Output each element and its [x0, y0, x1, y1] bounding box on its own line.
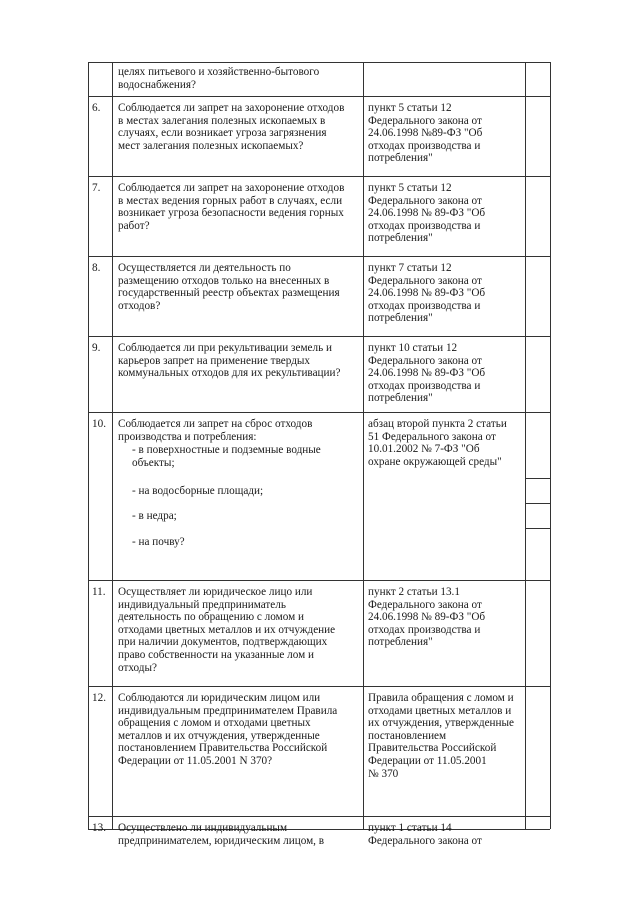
question-text: Осуществляет ли юридическое лицо или индивидуальный предприниматель деятельность по обращению с ломом и отходами цветных металлов и их отчуждение при наличии документов, подтверждающих право собственности на указанные лом и отходы?	[118, 586, 336, 674]
question-text: Соблюдается ли запрет на захоронение отходов в местах ведения горных работ в случаях, если возникает угроза безопасности ведения горных работ?	[118, 182, 345, 232]
legal-basis-text: пункт 5 статьи 12 Федерального закона от 24.06.1998 № 89-ФЗ "Об отходах производства и потребления"	[368, 182, 486, 245]
subrow-divider	[525, 503, 550, 504]
row-divider	[88, 176, 550, 177]
legal-basis-text: пункт 5 статьи 12 Федерального закона от 24.06.1998 №89-ФЗ "Об отходах производства и потребления"	[368, 102, 483, 165]
row-divider	[88, 412, 550, 413]
legal-basis-text: пункт 1 статьи 14 Федерального закона от	[368, 822, 482, 847]
row-number: 11.	[92, 586, 106, 598]
row-divider	[88, 686, 550, 687]
question-text: Соблюдается ли запрет на захоронение отходов в местах залегания полезных ископаемых в случаях, если возникает угроза загрязнения мест залегания полезных ископаемых?	[118, 102, 345, 152]
subrow-divider	[525, 528, 550, 529]
question-text: Соблюдаются ли юридическим лицом или индивидуальным предпринимателем Правила обращения с ломом и отходами цветных металлов и их отчуждения, утвержденные постановлением Правительства Российской Федерации от 11.05.2001 N 370?	[118, 692, 338, 767]
question-text: целях питьевого и хозяйственно-бытового водоснабжения?	[118, 66, 320, 91]
legal-basis-text: Правила обращения с ломом и отходами цветных металлов и их отчуждения, утвержденные постановлением Правительства Российской Федерации от 11.05.2001 № 370	[368, 692, 514, 780]
legal-basis-text: пункт 7 статьи 12 Федерального закона от 24.06.1998 № 89-ФЗ "Об отходах производства и потребления"	[368, 262, 486, 325]
column-divider	[525, 62, 526, 829]
question-text: Осуществляется ли деятельность по размещению отходов только на внесенных в государственный реестр объектах размещения отходов?	[118, 262, 340, 312]
row-divider	[88, 816, 550, 817]
row-divider	[88, 256, 550, 257]
table-left-border	[88, 62, 89, 829]
table-top-border	[88, 62, 550, 63]
question-text: Осуществлено ли индивидуальным предпринимателем, юридическим лицом, в	[118, 822, 325, 847]
row-number: 9.	[92, 342, 101, 354]
row-number: 7.	[92, 182, 101, 194]
row-number: 6.	[92, 102, 101, 114]
row-number: 13.	[92, 822, 106, 834]
column-divider	[363, 62, 364, 829]
row-number: 8.	[92, 262, 101, 274]
column-divider	[112, 62, 113, 829]
row-divider	[88, 580, 550, 581]
question-subitem: - в поверхностные и подземные водные объекты;	[132, 444, 321, 469]
question-subitem: - на почву?	[132, 536, 185, 548]
question-text: Соблюдается ли запрет на сброс отходов производства и потребления:	[118, 418, 313, 443]
row-divider	[88, 336, 550, 337]
question-subitem: - на водосборные площади;	[132, 485, 264, 497]
table-right-border	[550, 62, 551, 829]
row-divider	[88, 96, 550, 97]
question-text: Соблюдается ли при рекультивации земель и карьеров запрет на применение твердых коммунальных отходов для их рекультивации?	[118, 342, 341, 380]
row-number: 12.	[92, 692, 106, 704]
subrow-divider	[525, 478, 550, 479]
legal-basis-text: пункт 2 статьи 13.1 Федерального закона от 24.06.1998 № 89-ФЗ "Об отходах производства и потребления"	[368, 586, 486, 649]
legal-basis-text: абзац второй пункта 2 статьи 51 Федерального закона от 10.01.2002 № 7-ФЗ "Об охране окружающей среды"	[368, 418, 507, 468]
row-number: 10.	[92, 418, 106, 430]
question-subitem: - в недра;	[132, 510, 177, 522]
legal-basis-text: пункт 10 статьи 12 Федерального закона от 24.06.1998 № 89-ФЗ "Об отходах производства и потребления"	[368, 342, 486, 405]
